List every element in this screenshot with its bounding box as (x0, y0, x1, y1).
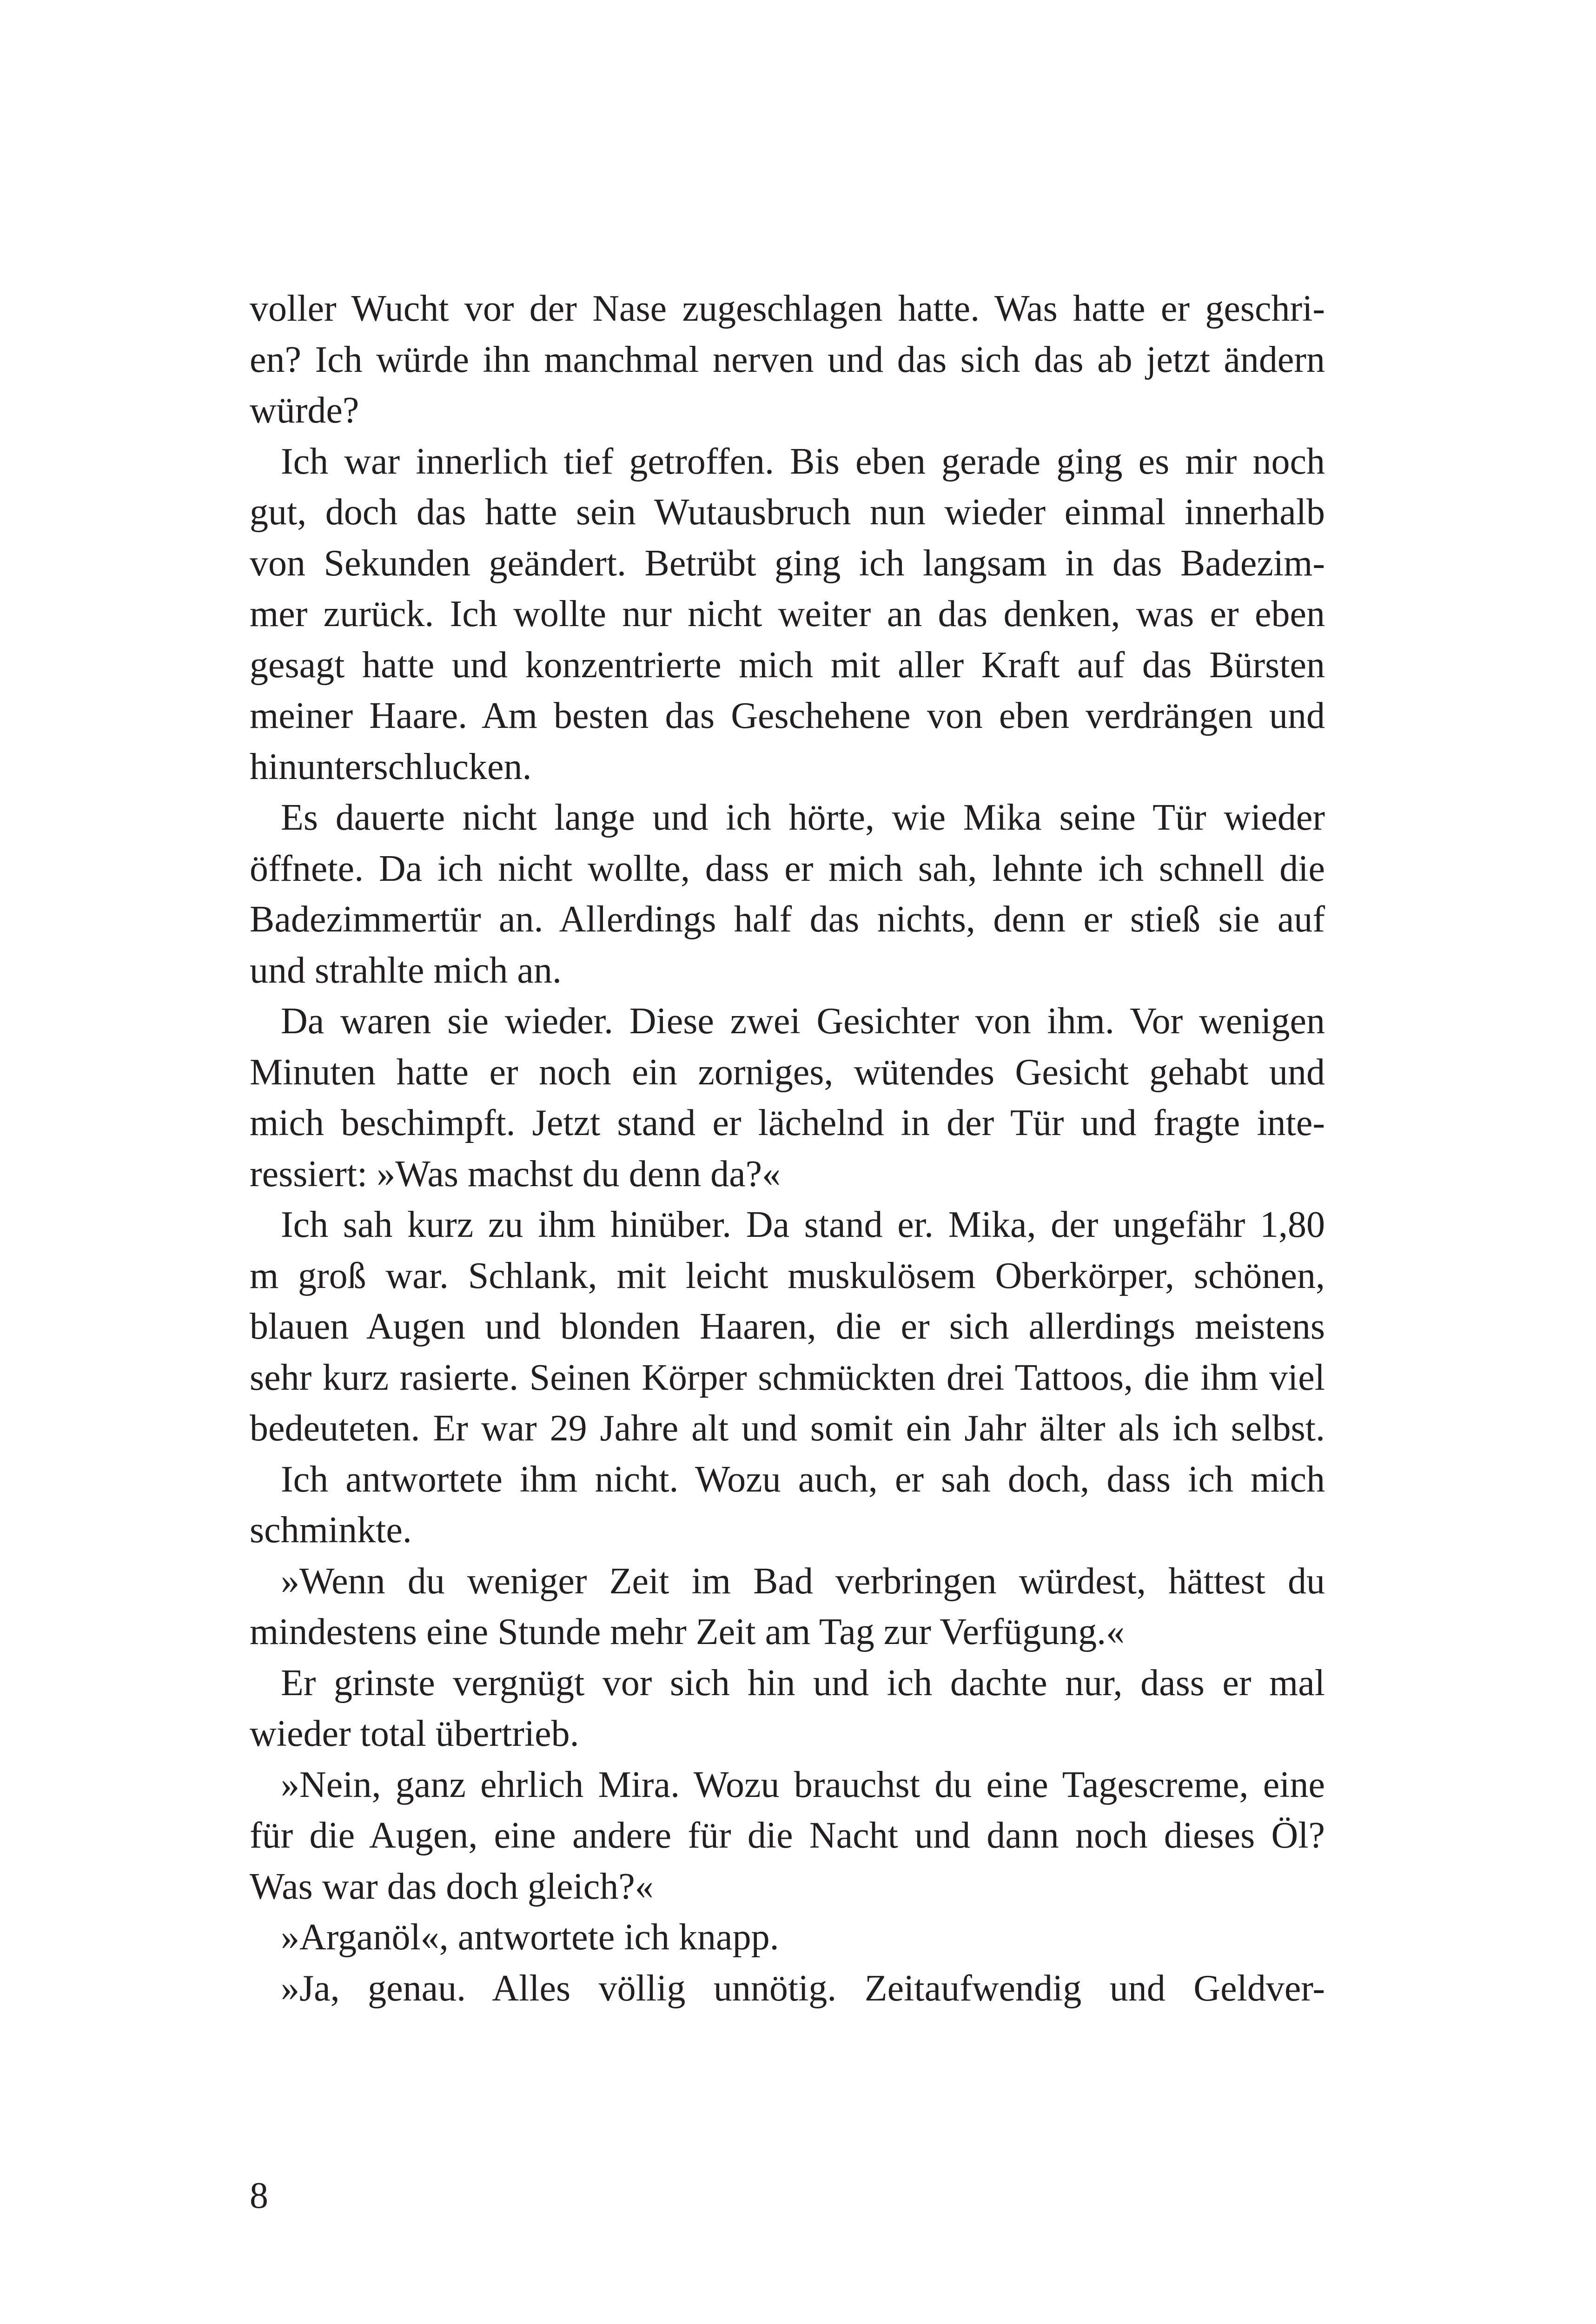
text-line: von Sekunden geändert. Betrübt ging ich langsam in das Badezim- (250, 542, 1325, 584)
text-line: voller Wucht vor der Nase zugeschlagen hatte. Was hatte er geschri- (250, 288, 1325, 329)
text-line: Ich antwortete ihm nicht. Wozu auch, er sah doch, dass ich mich (281, 1459, 1325, 1500)
text-line: wieder total übertrieb. (250, 1713, 579, 1754)
text-line: bedeuteten. Er war 29 Jahre alt und somit ein Jahr älter als ich selbst. (250, 1408, 1325, 1449)
text-line: gesagt hatte und konzentrierte mich mit aller Kraft auf das Bürsten (250, 644, 1325, 686)
text-line: Es dauerte nicht lange und ich hörte, wie Mika seine Tür wieder (281, 797, 1325, 838)
text-line: »Ja, genau. Alles völlig unnötig. Zeitaufwendig und Geldver- (281, 1967, 1325, 2009)
text-line: blauen Augen und blonden Haaren, die er sich allerdings meistens (250, 1306, 1325, 1347)
text-line: Ich war innerlich tief getroffen. Bis eben gerade ging es mir noch (281, 441, 1325, 482)
text-line: und strahlte mich an. (250, 950, 562, 991)
page-number: 8 (250, 2175, 268, 2216)
text-line: gut, doch das hatte sein Wutausbruch nun wieder einmal innerhalb (250, 492, 1325, 533)
text-line: Ich sah kurz zu ihm hinüber. Da stand er. Mika, der ungefähr 1,80 (281, 1204, 1325, 1245)
text-line: würde? (250, 390, 359, 431)
text-line: öffnete. Da ich nicht wollte, dass er mich sah, lehnte ich schnell die (250, 848, 1325, 889)
text-line: mer zurück. Ich wollte nur nicht weiter an das denken, was er eben (250, 594, 1325, 634)
text-line: mindestens eine Stunde mehr Zeit am Tag zur Verfügung.« (250, 1611, 1125, 1652)
body-text (250, 284, 1325, 2014)
text-line: Er grinste vergnügt vor sich hin und ich dachte nur, dass er mal (281, 1662, 1325, 1703)
text-line: schminkte. (250, 1510, 412, 1551)
text-line: Was war das doch gleich?« (250, 1866, 654, 1907)
text-line: Minuten hatte er noch ein zorniges, wütendes Gesicht gehabt und (250, 1051, 1325, 1093)
text-line: »Wenn du weniger Zeit im Bad verbringen würdest, hättest du (281, 1560, 1325, 1602)
text-line: mich beschimpft. Jetzt stand er lächelnd in der Tür und fragte inte- (250, 1103, 1325, 1143)
text-line: sehr kurz rasierte. Seinen Körper schmückten drei Tattoos, die ihm viel (250, 1357, 1325, 1398)
text-line: Badezimmertür an. Allerdings half das nichts, denn er stieß sie auf (250, 899, 1325, 940)
text-line: »Arganöl«, antwortete ich knapp. (281, 1917, 779, 1958)
text-line: Da waren sie wieder. Diese zwei Gesichter von ihm. Vor wenigen (281, 1001, 1325, 1042)
text-line: en? Ich würde ihn manchmal nerven und das sich das ab jetzt ändern (250, 339, 1325, 380)
text-line: für die Augen, eine andere für die Nacht und dann noch dieses Öl? (250, 1815, 1325, 1856)
text-line: meiner Haare. Am besten das Geschehene von eben verdrängen und (250, 695, 1325, 736)
text-line: »Nein, ganz ehrlich Mira. Wozu brauchst du eine Tagescreme, eine (281, 1764, 1325, 1805)
text-line: ressiert: »Was machst du denn da?« (250, 1153, 781, 1195)
text-line: m groß war. Schlank, mit leicht muskulösem Oberkörper, schönen, (250, 1255, 1325, 1296)
text-line: hinunterschlucken. (250, 746, 532, 787)
